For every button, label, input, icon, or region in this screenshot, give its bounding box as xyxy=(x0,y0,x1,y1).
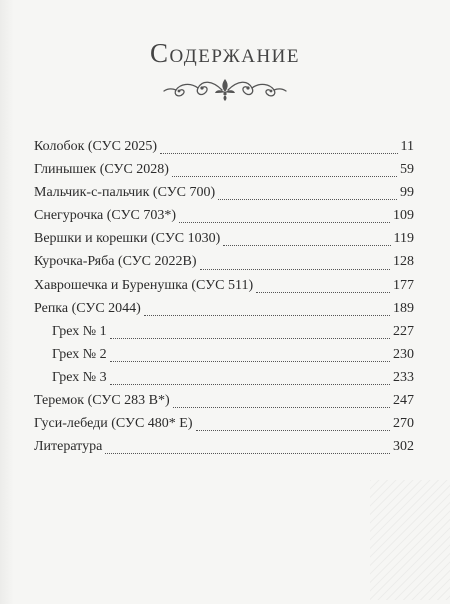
dot-leader xyxy=(196,429,391,431)
toc-page-number: 189 xyxy=(393,300,414,316)
toc-entry-label: Мальчик-с-пальчик (СУС 700) xyxy=(34,185,216,201)
toc-page-number: 247 xyxy=(393,393,414,409)
dot-leader xyxy=(218,198,397,200)
toc-entry-vershki[interactable] xyxy=(34,227,414,250)
toc-page-number: 270 xyxy=(393,416,414,432)
toc-entry-label: Грех № 1 xyxy=(52,323,107,339)
toc-page-number: 177 xyxy=(393,277,414,293)
toc-entry-kurochka[interactable] xyxy=(34,250,414,273)
toc-entry-khavroshechka[interactable] xyxy=(34,274,414,297)
dot-leader xyxy=(256,291,390,293)
toc-page-number: 230 xyxy=(393,346,414,362)
toc-subentry-grekh-1[interactable] xyxy=(34,320,414,343)
toc-entry-teremok[interactable] xyxy=(34,389,414,412)
toc-page-number: 227 xyxy=(393,323,414,339)
toc-entry-label: Колобок (СУС 2025) xyxy=(34,139,158,154)
toc-entry-label: Репка (СУС 2044) xyxy=(34,300,141,316)
page-title: Содержание xyxy=(149,38,301,68)
toc-entry-label: Курочка-Ряба (СУС 2022В) xyxy=(34,254,197,270)
dot-leader xyxy=(105,452,390,454)
toc-entry-label: Грех № 3 xyxy=(52,369,107,385)
toc-entry-label: Вершки и корешки (СУС 1030) xyxy=(34,231,221,247)
dot-leader xyxy=(223,244,390,246)
dot-leader xyxy=(160,152,397,154)
toc-entry-label: Грех № 2 xyxy=(52,346,107,362)
dot-leader xyxy=(144,314,390,316)
toc-entry-label: Глинышек (СУС 2028) xyxy=(34,162,169,178)
toc-entry-label: Хаврошечка и Буренушка (СУС 511) xyxy=(34,277,254,293)
toc-entry-glinyshek[interactable] xyxy=(34,158,414,181)
toc-page-number: 119 xyxy=(393,231,414,247)
toc-page-number: 109 xyxy=(393,208,414,224)
dot-leader xyxy=(200,268,390,270)
dot-leader xyxy=(110,337,390,339)
table-of-contents xyxy=(34,135,414,458)
dot-leader xyxy=(172,175,397,177)
toc-entry-label: Литература xyxy=(34,439,103,455)
toc-entry-gusi-lebedi[interactable] xyxy=(34,412,414,435)
toc-page-number: 11 xyxy=(400,139,414,154)
toc-entry-label: Теремок (СУС 283 В*) xyxy=(34,393,170,409)
floral-divider-icon xyxy=(162,76,288,102)
toc-page-number: 99 xyxy=(400,185,414,201)
toc-page-number: 128 xyxy=(393,254,414,270)
toc-entry-repka[interactable] xyxy=(34,297,414,320)
toc-entry-malchik[interactable] xyxy=(34,181,414,204)
dot-leader xyxy=(173,406,390,408)
toc-entry-literatura[interactable] xyxy=(34,435,414,458)
toc-page-number: 233 xyxy=(393,369,414,385)
toc-entry-label: Снегурочка (СУС 703*) xyxy=(34,208,176,224)
toc-entry-label: Гуси-лебеди (СУС 480* Е) xyxy=(34,416,193,432)
toc-page-number: 302 xyxy=(393,439,414,455)
toc-subentry-grekh-2[interactable] xyxy=(34,343,414,366)
dot-leader xyxy=(110,360,390,362)
paper-texture xyxy=(370,480,450,600)
toc-entry-kolobok[interactable] xyxy=(34,135,414,158)
toc-page-number: 59 xyxy=(400,162,414,178)
dot-leader xyxy=(110,383,390,385)
toc-subentry-grekh-3[interactable] xyxy=(34,366,414,389)
dot-leader xyxy=(179,221,390,223)
toc-entry-snegurochka[interactable] xyxy=(34,204,414,227)
